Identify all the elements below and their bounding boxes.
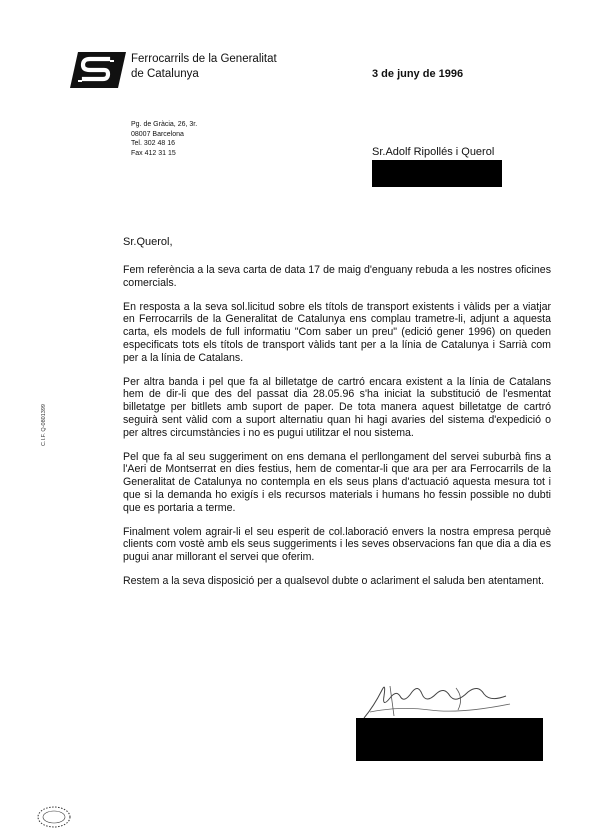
address-street: Pg. de Gràcia, 26, 3r. <box>131 121 198 128</box>
side-cif-text <box>36 395 52 455</box>
address-city: 08007 Barcelona <box>131 130 184 138</box>
body-paragraph: Per altra banda i pel que fa al billetatge de cartró encara existent a la línia de Catalans hem de dir-li que des del passat dia 28.05.96 s'ha iniciat la substitució de l'esmentat billetatge per bitllets amb suport de paper. De tota manera aquest billetatge de cartró seguirà sent vàlid com a suport alternatiu quan hi hagi avaries del sistema d'expedició o per altres circumstàncies i no es pugui utilitzar el nou sistema. <box>123 375 551 439</box>
company-name-line2: de Catalunya <box>131 68 199 80</box>
letter-date: 3 de juny de 1996 <box>372 68 464 80</box>
salutation: Sr.Querol, <box>123 236 173 248</box>
fgc-logo <box>70 52 126 88</box>
body-paragraph: Restem a la seva disposició per a qualsevol dubte o aclariment el saluda ben atentament. <box>123 574 545 587</box>
cif-label: C.I.F. Q-0801399 <box>41 404 47 446</box>
seal-stamp-icon <box>34 804 74 830</box>
redacted-signatory-block <box>356 718 543 761</box>
body-paragraph: Finalment volem agrair-li el seu esperit de col.laboració envers la nostra empresa perquè clients com vostè amb els seus suggeriments i les seves observacions fan que dia a dia es pugui anar millorant el servei que oferim. <box>123 525 551 564</box>
handwritten-signature <box>360 676 520 722</box>
company-address <box>131 120 197 158</box>
body-paragraph: Pel que fa al seu suggeriment on ens demana el perllongament del servei suburbà fins a l'Aeri de Montserrat en dies festius, hem de comentar-li que ara per ara Ferrocarrils de la Generalitat de Catalunya no contempla en els seus plans d'actuació aquesta mesura tot i que si la demanda ho exigís i els recursos materials i humans ho fessin possible no dubti que es portaria a terme. <box>123 450 551 514</box>
recipient-name: Sr.Adolf Ripollés i Querol <box>372 146 495 158</box>
body-paragraph: Fem referència a la seva carta de data 17 de maig d'enguany rebuda a les nostres oficines comercials. <box>123 264 551 289</box>
body-paragraph: En resposta a la seva sol.licitud sobre els títols de transport existents i vàlids per a viatjar en Ferrocarrils de la Generalitat de Catalunya ens complau trametre-li, adjunt a aquesta carta, els models de full informatiu "Com saber un preu" (edició gener 1996) on queden especificats tots els títols de transport vàlids tant per a la línia de Catalunya i Sarrià com per a la línia de Catalans. <box>123 300 551 364</box>
redacted-address-block <box>372 160 502 187</box>
letter-body <box>123 264 551 599</box>
address-tel: Tel. 302 48 16 <box>131 140 175 147</box>
company-name-line1: Ferrocarrils de la Generalitat <box>131 53 277 65</box>
company-name <box>131 52 321 82</box>
address-fax: Fax 412 31 15 <box>131 149 176 157</box>
